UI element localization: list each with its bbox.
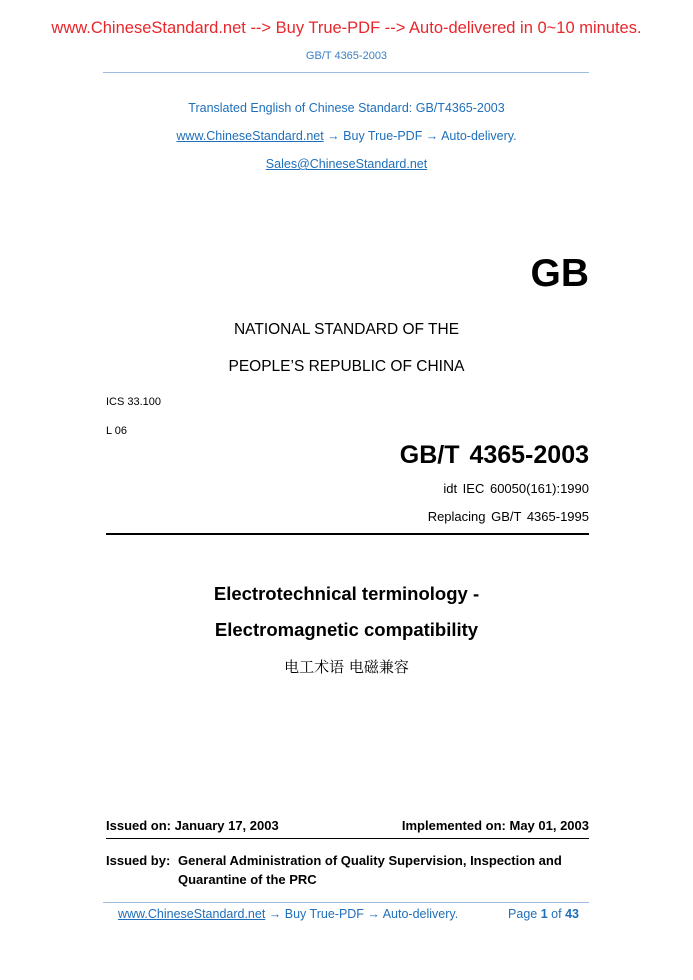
footer-buy-text: → Buy True-PDF → Auto-delivery. [265,907,459,921]
national-standard-line1: NATIONAL STANDARD OF THE [233,321,460,338]
idt-reference: idt IEC 60050(161):1990 [443,481,589,496]
page-label: Page [508,907,538,921]
email-line [0,157,693,171]
buy-pdf-text: → Buy True-PDF → Auto-delivery. [323,129,517,143]
title-chinese: 电工术语 电磁兼容 [284,658,409,676]
footer-link-line [118,907,458,921]
page-total: 43 [565,907,579,921]
ics-number: ICS 33.100 [106,396,162,408]
page-indicator [508,907,579,921]
site-link[interactable]: www.ChineseStandard.net [176,129,324,143]
of-label: of [551,907,562,921]
header-divider [103,72,589,73]
implemented-on-date: Implemented on: May 01, 2003 [401,818,589,833]
issued-divider [106,838,589,839]
classification-code: L 06 [106,425,128,437]
issued-on-date: Issued on: January 17, 2003 [106,818,279,833]
replacing-note: Replacing GB/T 4365-1995 [427,509,589,524]
title-divider [106,533,589,535]
issued-by-authority: General Administration of Quality Supervision, Inspection and Quarantine of the PRC [178,853,562,887]
translation-link-line [0,129,693,143]
sales-email-link[interactable]: Sales@ChineseStandard.net [265,157,428,171]
title-english-line2: Electromagnetic compatibility [214,619,479,640]
national-standard-line2: PEOPLE’S REPUBLIC OF CHINA [228,358,465,375]
standard-code: GB/T 4365-2003 [399,441,589,469]
gb-mark: GB [530,252,589,295]
page-number: 1 [540,907,548,921]
issued-by-label: Issued by: [106,853,171,868]
top-banner[interactable]: www.ChineseStandard.net --> Buy True-PDF --> Auto-delivered in 0~10 minutes. [51,19,642,37]
footer-divider [103,902,589,903]
footer-site-link[interactable]: www.ChineseStandard.net [118,907,266,921]
title-english-line1: Electrotechnical terminology - [213,583,480,604]
header-standard-code: GB/T 4365-2003 [305,50,388,62]
translation-note: Translated English of Chinese Standard: GB/T4365-2003 [188,101,505,115]
